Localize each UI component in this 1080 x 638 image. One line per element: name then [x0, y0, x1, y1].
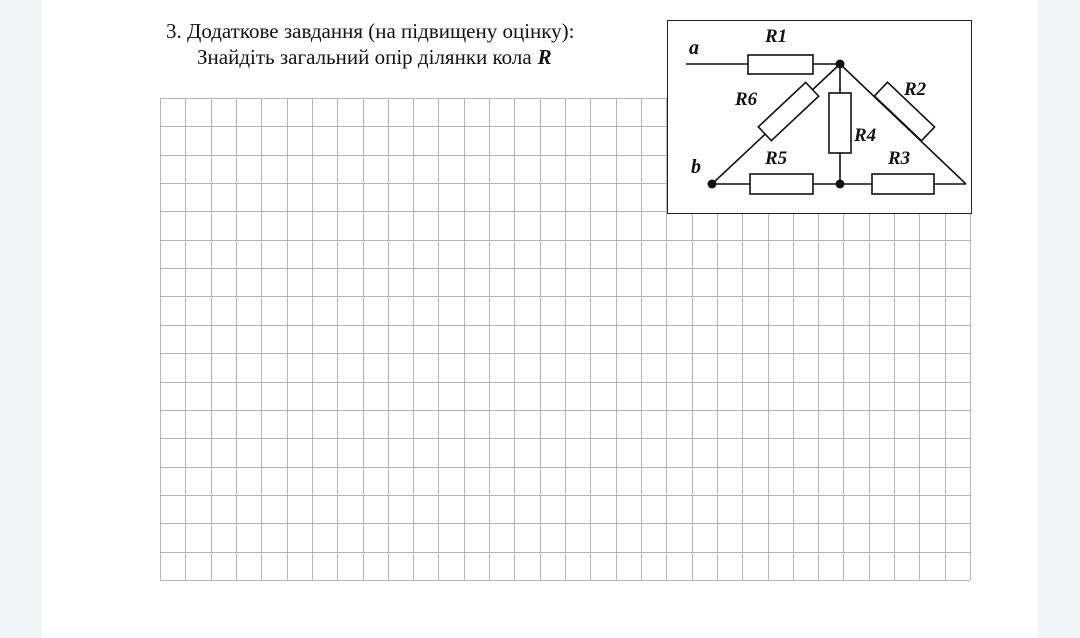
resistor-r3: [872, 174, 934, 194]
resistor-r5: [750, 174, 813, 194]
r4-label: R4: [854, 125, 877, 146]
resistance-symbol: R: [537, 45, 552, 69]
node-b-label: b: [691, 156, 701, 178]
task-text: [166, 18, 575, 70]
task-title: 3. Додаткове завдання (на підвищену оцінку):: [166, 19, 575, 43]
resistor-r4: [829, 93, 851, 153]
resistor-r6: [758, 82, 818, 140]
r1-label: R1: [765, 26, 788, 47]
node-a-label: a: [689, 37, 699, 59]
junction-top: [836, 60, 845, 69]
circuit-schematic: [668, 21, 973, 215]
junction-bottom: [836, 180, 845, 189]
r6-label: R6: [735, 89, 758, 110]
circuit-diagram: [667, 20, 972, 214]
task-prompt-line: [166, 44, 575, 70]
r5-label: R5: [765, 148, 788, 169]
task-prompt: Знайдіть загальний опір ділянки кола: [197, 45, 532, 69]
resistor-r1: [748, 55, 813, 74]
junction-b: [708, 180, 717, 189]
r2-label: R2: [904, 79, 927, 100]
r3-label: R3: [888, 148, 911, 169]
